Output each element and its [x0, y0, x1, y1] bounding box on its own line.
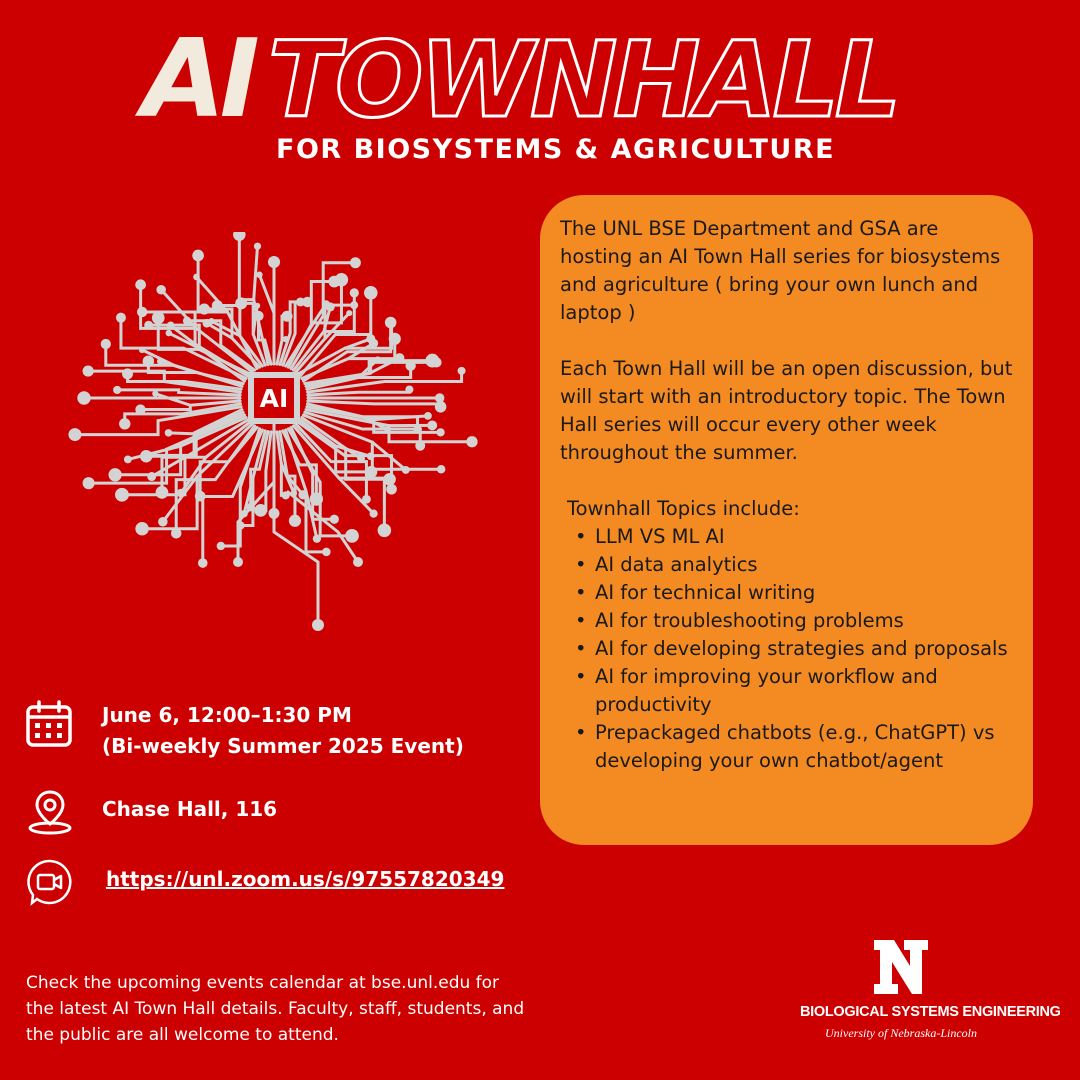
circuit-node — [350, 257, 361, 268]
intro-text: The UNL BSE Department and GSA are hosting an AI Town Hall series for biosystems and agriculture ( bring your own lunch and laptop ) — [560, 217, 1001, 324]
circuit-node — [158, 517, 168, 527]
circuit-node — [458, 367, 466, 375]
circuit-node — [116, 313, 126, 323]
circuit-trace — [259, 275, 274, 313]
circuit-node — [466, 436, 477, 447]
circuit-node — [370, 510, 378, 518]
department-name: BIOLOGICAL SYSTEMS ENGINEERING — [800, 1004, 1061, 1020]
circuit-node — [367, 452, 375, 460]
circuit-node — [139, 347, 145, 353]
circuit-node — [156, 285, 166, 295]
circuit-node — [152, 391, 158, 397]
circuit-node — [254, 303, 260, 309]
topic-item: • AI for technical writing — [595, 579, 1013, 607]
event-subtitle: FOR BIOSYSTEMS & AGRICULTURE — [276, 134, 836, 165]
university-name: University of Nebraska-Lincoln — [825, 1026, 977, 1040]
circuit-node — [362, 495, 371, 504]
event-location: Chase Hall, 116 — [102, 797, 278, 821]
circuit-node — [217, 542, 225, 550]
circuit-node — [357, 455, 365, 463]
circuit-node — [157, 358, 164, 365]
circuit-node — [302, 297, 312, 307]
circuit-node — [405, 361, 415, 371]
event-location-row — [26, 788, 277, 836]
circuit-node — [386, 484, 397, 495]
topic-item: • LLM VS ML AI — [595, 523, 1013, 551]
event-date: June 6, 12:00–1:30 PM — [102, 703, 352, 727]
circuit-node — [282, 311, 293, 322]
circuit-node — [124, 455, 132, 463]
format-text: Each Town Hall will be an open discussion, but will start with an introductory topic. The Town Hall series will occur every other week throughout the summer. — [560, 357, 1013, 464]
circuit-node — [147, 472, 156, 481]
circuit-node — [424, 412, 432, 420]
circuit-node — [313, 534, 321, 542]
circuit-node — [389, 333, 401, 345]
circuit-node — [375, 356, 381, 362]
circuit-node — [68, 428, 81, 441]
topic-item: • AI data analytics — [595, 551, 1013, 579]
title-ai: AI — [142, 17, 254, 142]
circuit-trace — [308, 401, 441, 407]
circuit-node — [140, 450, 152, 462]
circuit-node — [269, 508, 280, 519]
circuit-node — [291, 490, 298, 497]
circuit-node — [289, 515, 301, 527]
circuit-node — [435, 401, 447, 413]
circuit-node — [156, 486, 169, 499]
circuit-node — [192, 250, 204, 262]
circuit-node — [246, 503, 255, 512]
circuit-node — [253, 311, 263, 321]
circuit-node — [346, 310, 352, 316]
circuit-node — [135, 279, 146, 290]
topic-item: • Prepackaged chatbots (e.g., ChatGPT) vs developing your own chatbot/agent — [595, 719, 1013, 775]
circuit-node — [283, 336, 289, 342]
circuit-node — [193, 274, 200, 281]
circuit-node — [436, 428, 444, 436]
circuit-trace — [161, 361, 196, 372]
circuit-node — [402, 466, 410, 474]
circuit-node — [115, 488, 129, 502]
circuit-node — [152, 311, 165, 324]
circuit-node — [369, 339, 378, 348]
circuit-node — [312, 619, 324, 631]
circuit-node — [135, 522, 148, 535]
circuit-node — [199, 303, 210, 314]
circuit-node — [77, 391, 90, 404]
circuit-node — [345, 529, 359, 543]
circuit-node — [101, 339, 111, 349]
circuit-node — [350, 288, 359, 297]
circuit-node — [237, 521, 245, 529]
circuit-node — [427, 420, 437, 430]
topic-item: • AI for developing strategies and proposals — [595, 635, 1013, 663]
circuit-node — [378, 524, 392, 538]
circuit-node — [353, 557, 363, 567]
circuit-node — [437, 465, 445, 473]
event-recurrence: (Bi-weekly Summer 2025 Event) — [102, 734, 464, 758]
zoom-link[interactable]: https://unl.zoom.us/s/97557820349 — [106, 867, 505, 891]
circuit-node — [83, 477, 95, 489]
circuit-node — [171, 528, 182, 539]
circuit-trace — [238, 482, 274, 562]
circuit-node — [233, 557, 243, 567]
circuit-node — [177, 489, 186, 498]
circuit-node — [405, 385, 413, 393]
circuit-node — [328, 276, 340, 288]
circuit-node — [122, 368, 133, 379]
circuit-node — [256, 272, 262, 278]
circuit-node — [383, 473, 396, 486]
circuit-node — [254, 243, 261, 250]
circuit-node — [144, 321, 153, 330]
circuit-trace — [281, 464, 294, 493]
circuit-node — [310, 492, 323, 505]
circuit-node — [166, 330, 173, 337]
circuit-node — [137, 307, 147, 317]
department-brand — [800, 936, 1061, 1041]
circuit-node — [212, 300, 223, 311]
circuit-node — [268, 256, 280, 268]
info-box — [540, 195, 1033, 845]
circuit-node — [254, 504, 267, 517]
event-zoom-row — [26, 858, 504, 906]
circuit-node — [298, 490, 307, 499]
calendar-icon — [26, 700, 74, 748]
circuit-node — [108, 468, 121, 481]
topics-list — [560, 523, 1013, 775]
circuit-node — [233, 232, 246, 241]
circuit-node — [413, 425, 421, 433]
location-pin-icon — [26, 788, 74, 836]
circuit-node — [83, 365, 94, 376]
circuit-node — [240, 510, 247, 517]
circuit-node — [195, 491, 206, 502]
circuit-node — [322, 548, 331, 557]
circuit-node — [326, 302, 335, 311]
footer-note: Check the upcoming events calendar at bse.unl.edu for the latest AI Town Hall details. Faculty, staff, students, and the public are all welcome to attend. — [26, 973, 525, 1045]
circuit-brain-icon — [18, 232, 488, 632]
circuit-node — [415, 441, 425, 451]
topic-item: • AI for improving your workflow and productivity — [595, 663, 1013, 719]
circuit-node — [425, 354, 439, 368]
circuit-node — [119, 418, 130, 429]
circuit-node — [384, 426, 391, 433]
circuit-node — [198, 558, 208, 568]
circuit-node — [165, 429, 173, 437]
video-call-icon — [26, 858, 74, 906]
circuit-node — [208, 318, 214, 324]
title-townhall: TOWNHALL — [268, 19, 898, 141]
circuit-trace — [161, 290, 196, 329]
circuit-node — [350, 301, 358, 309]
circuit-node — [282, 491, 290, 499]
topics-heading: Townhall Topics include: — [567, 497, 800, 520]
circuit-node — [135, 404, 145, 414]
circuit-node — [385, 317, 397, 329]
circuit-node — [395, 353, 405, 363]
chip-label: AI — [259, 384, 289, 413]
circuit-node — [365, 466, 377, 478]
circuit-node — [167, 322, 175, 330]
circuit-node — [330, 515, 339, 524]
event-date-row — [26, 700, 464, 762]
circuit-node — [235, 297, 247, 309]
nebraska-n-logo — [870, 936, 932, 998]
circuit-trace — [168, 433, 196, 434]
circuit-node — [183, 317, 191, 325]
circuit-node — [143, 355, 155, 367]
circuit-node — [113, 386, 121, 394]
topic-item: • AI for troubleshooting problems — [595, 607, 1013, 635]
circuit-node — [364, 286, 378, 300]
